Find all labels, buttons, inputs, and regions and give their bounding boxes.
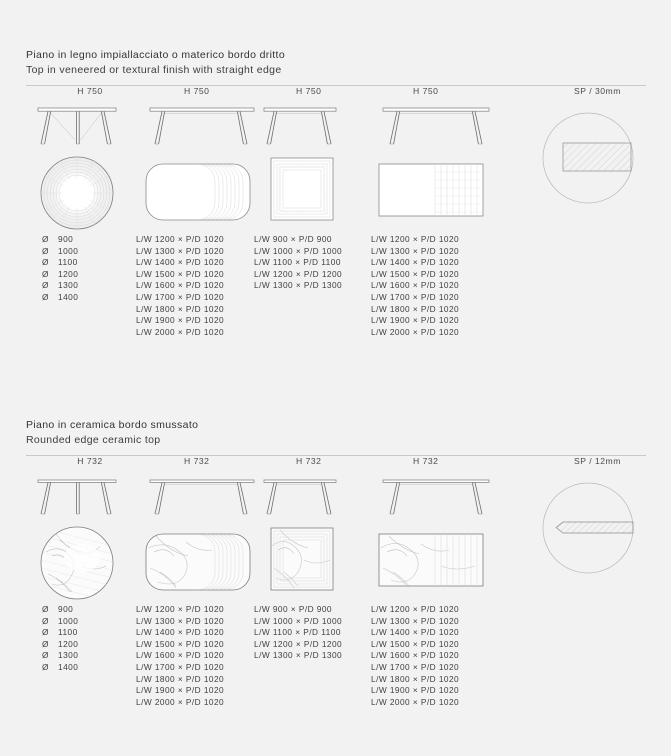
- bevelled-edge-detail: [526, 470, 661, 604]
- rounded-rect-table-elevation: [136, 100, 266, 152]
- dimension-value: L/W 1400 × P/D 1020: [136, 257, 225, 268]
- section-title: [26, 48, 646, 77]
- section-title: [26, 418, 646, 447]
- dimension-value: L/W 1000 × P/D 1000: [254, 615, 343, 626]
- diameter-value: 1100: [58, 627, 78, 638]
- dimension-value: L/W 1800 × P/D 1020: [371, 303, 460, 314]
- dimension-value: L/W 1400 × P/D 1020: [371, 257, 460, 268]
- column-rectangular-table: [371, 456, 506, 708]
- dimension-value: L/W 1600 × P/D 1020: [136, 280, 225, 291]
- dimension-value: L/W 1700 × P/D 1020: [371, 291, 460, 302]
- diameter-value: 1400: [58, 661, 79, 672]
- dimension-value: L/W 1400 × P/D 1020: [371, 627, 460, 638]
- dimension-value: L/W 1500 × P/D 1020: [371, 268, 460, 279]
- drawing-columns: [26, 86, 646, 386]
- dimension-list: [254, 234, 374, 292]
- height-label: H 750: [296, 86, 322, 96]
- dimension-list: [254, 604, 374, 662]
- diameter-value: 1300: [58, 280, 79, 291]
- diameter-symbol: Ø: [42, 234, 49, 244]
- rect-ceramic-top-plan: [371, 522, 506, 604]
- thickness-label: SP / 12mm: [574, 456, 621, 466]
- height-label: H 750: [413, 86, 439, 96]
- height-label: H 732: [296, 456, 322, 466]
- dimension-value: L/W 2000 × P/D 1020: [371, 326, 460, 337]
- column-rounded-rectangular-table: [136, 456, 266, 708]
- diameter-symbol: Ø: [42, 615, 49, 626]
- section-ceramic-top: [26, 418, 646, 756]
- rounded-rect-table-elevation: [136, 470, 266, 522]
- round-ceramic-top-plan: [26, 522, 146, 604]
- dimension-value: L/W 1200 × P/D 1020: [136, 604, 225, 614]
- dimension-value: L/W 1800 × P/D 1020: [371, 673, 460, 684]
- rect-table-elevation: [371, 470, 506, 522]
- dimension-value: L/W 1900 × P/D 1020: [371, 315, 460, 326]
- diameter-value: 1100: [58, 257, 78, 268]
- dimension-value: L/W 1900 × P/D 1020: [371, 685, 460, 696]
- section-veneered-top: [26, 48, 646, 386]
- dimension-value: L/W 1200 × P/D 1020: [371, 604, 460, 614]
- round-table-elevation: [26, 100, 146, 152]
- thickness-label: SP / 30mm: [574, 86, 621, 96]
- diameter-list: [26, 604, 146, 674]
- height-label: H 732: [77, 456, 103, 466]
- diameter-symbol: Ø: [42, 257, 49, 268]
- dimension-value: L/W 1200 × P/D 1020: [136, 234, 225, 244]
- dimension-value: L/W 1300 × P/D 1300: [254, 650, 343, 661]
- height-label: H 732: [413, 456, 439, 466]
- dimension-value: L/W 1700 × P/D 1020: [136, 661, 225, 672]
- dimension-value: L/W 1900 × P/D 1020: [136, 685, 225, 696]
- dimension-value: L/W 1200 × P/D 1200: [254, 638, 343, 649]
- dimension-list: [371, 604, 506, 708]
- square-table-elevation: [254, 470, 374, 522]
- dimension-list: [136, 234, 266, 338]
- diameter-symbol: Ø: [42, 604, 49, 614]
- round-table-elevation: [26, 470, 146, 522]
- rounded-rect-ceramic-top-plan: [136, 522, 266, 604]
- diameter-value: 1000: [58, 615, 79, 626]
- section-title-it: Piano in ceramica bordo smussato: [26, 419, 199, 431]
- diameter-symbol: Ø: [42, 627, 49, 638]
- column-rounded-rectangular-table: [136, 86, 266, 338]
- dimension-value: L/W 2000 × P/D 1020: [136, 696, 225, 707]
- dimension-value: L/W 1300 × P/D 1020: [371, 245, 460, 256]
- height-label: H 732: [184, 456, 210, 466]
- column-square-table: [254, 456, 374, 662]
- dimension-value: L/W 900 × P/D 900: [254, 604, 332, 614]
- dimension-value: L/W 1200 × P/D 1200: [254, 268, 343, 279]
- dimension-value: L/W 1100 × P/D 1100: [254, 627, 341, 638]
- dimension-value: L/W 1400 × P/D 1020: [136, 627, 225, 638]
- diameter-symbol: Ø: [42, 650, 49, 661]
- dimension-value: L/W 1500 × P/D 1020: [136, 638, 225, 649]
- diameter-value: 1400: [58, 291, 79, 302]
- square-table-elevation: [254, 100, 374, 152]
- straight-edge-detail: [526, 100, 661, 234]
- dimension-value: L/W 2000 × P/D 1020: [136, 326, 225, 337]
- section-title-en: Top in veneered or textural finish with straight edge: [26, 63, 282, 76]
- rect-table-elevation: [371, 100, 506, 152]
- square-top-plan: [254, 152, 374, 234]
- dimension-value: L/W 1700 × P/D 1020: [371, 661, 460, 672]
- column-rectangular-table: [371, 86, 506, 338]
- dimension-value: L/W 1300 × P/D 1020: [136, 245, 225, 256]
- diameter-symbol: Ø: [42, 268, 49, 279]
- diameter-symbol: Ø: [42, 638, 49, 649]
- rounded-rect-top-plan: [136, 152, 266, 234]
- diameter-value: 1300: [58, 650, 79, 661]
- dimension-value: L/W 1800 × P/D 1020: [136, 673, 225, 684]
- column-edge-detail: [526, 456, 661, 604]
- dimension-value: L/W 1700 × P/D 1020: [136, 291, 225, 302]
- dimension-value: L/W 1800 × P/D 1020: [136, 303, 225, 314]
- dimension-value: L/W 1900 × P/D 1020: [136, 315, 225, 326]
- diameter-value: 900: [58, 604, 74, 614]
- diameter-value: 1200: [58, 638, 79, 649]
- diameter-symbol: Ø: [42, 245, 49, 256]
- diameter-symbol: Ø: [42, 661, 49, 672]
- column-round-table: [26, 86, 146, 304]
- diameter-value: 1000: [58, 245, 79, 256]
- square-ceramic-top-plan: [254, 522, 374, 604]
- dimension-value: L/W 900 × P/D 900: [254, 234, 332, 244]
- dimension-value: L/W 1100 × P/D 1100: [254, 257, 341, 268]
- column-edge-detail: [526, 86, 661, 234]
- dimension-list: [371, 234, 506, 338]
- dimension-value: L/W 1000 × P/D 1000: [254, 245, 343, 256]
- section-title-en: Rounded edge ceramic top: [26, 433, 161, 446]
- round-top-plan: [26, 152, 146, 234]
- dimension-value: L/W 1600 × P/D 1020: [371, 650, 460, 661]
- height-label: H 750: [184, 86, 210, 96]
- diameter-symbol: Ø: [42, 280, 49, 291]
- diameter-list: [26, 234, 146, 304]
- column-square-table: [254, 86, 374, 292]
- height-label: H 750: [77, 86, 103, 96]
- dimension-value: L/W 1500 × P/D 1020: [136, 268, 225, 279]
- dimension-value: L/W 1300 × P/D 1300: [254, 280, 343, 291]
- dimension-value: L/W 1200 × P/D 1020: [371, 234, 460, 244]
- diameter-value: 1200: [58, 268, 79, 279]
- dimension-value: L/W 2000 × P/D 1020: [371, 696, 460, 707]
- dimension-list: [136, 604, 266, 708]
- drawing-columns: [26, 456, 646, 756]
- dimension-value: L/W 1300 × P/D 1020: [136, 615, 225, 626]
- rect-top-plan: [371, 152, 506, 234]
- column-round-table: [26, 456, 146, 674]
- dimension-value: L/W 1300 × P/D 1020: [371, 615, 460, 626]
- dimension-value: L/W 1600 × P/D 1020: [136, 650, 225, 661]
- section-title-it: Piano in legno impiallacciato o materico bordo dritto: [26, 49, 286, 61]
- diameter-symbol: Ø: [42, 291, 49, 302]
- dimension-value: L/W 1600 × P/D 1020: [371, 280, 460, 291]
- dimension-value: L/W 1500 × P/D 1020: [371, 638, 460, 649]
- diameter-value: 900: [58, 234, 74, 244]
